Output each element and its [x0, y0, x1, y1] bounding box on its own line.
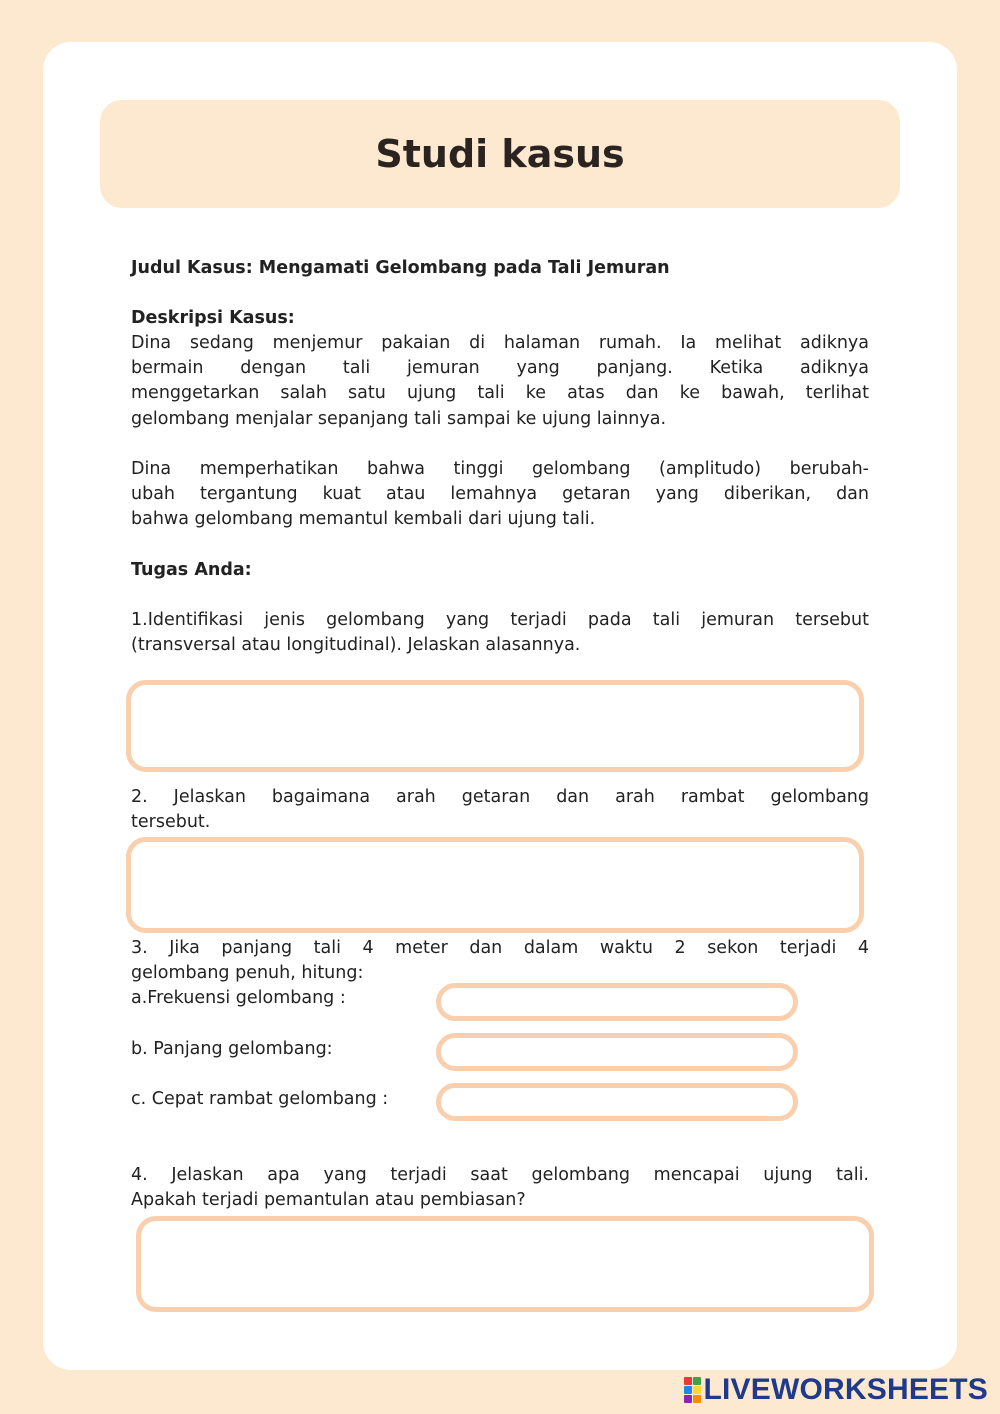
question-1: 1.Identifikasi jenis gelombang yang terjadi pada tali jemuran tersebut (transversal atau longitudinal). Jelaskan alasannya.	[131, 610, 869, 656]
logo-square	[684, 1395, 692, 1403]
logo-square	[693, 1377, 701, 1385]
question-2: 2. Jelaskan bagaimana arah getaran dan arah rambat gelombang tersebut.	[131, 787, 869, 833]
logo-square	[684, 1386, 692, 1394]
question-3c-label: c. Cepat rambat gelombang :	[131, 1089, 389, 1109]
logo-square	[693, 1386, 701, 1394]
logo-square	[693, 1395, 701, 1403]
answer-field-3a[interactable]	[436, 983, 798, 1021]
liveworksheets-logo-icon	[684, 1377, 701, 1403]
logo-square	[684, 1377, 692, 1385]
question-4: 4. Jelaskan apa yang terjadi saat gelombang mencapai ujung tali. Apakah terjadi pemantulan atau pembiasan?	[131, 1165, 869, 1211]
case-title: Judul Kasus: Mengamati Gelombang pada Tali Jemuran	[131, 258, 670, 278]
answer-box-4[interactable]	[136, 1216, 874, 1312]
answer-field-3c[interactable]	[436, 1083, 798, 1121]
question-3b-label: b. Panjang gelombang:	[131, 1039, 333, 1059]
answer-box-2[interactable]	[126, 837, 864, 933]
description-heading: Deskripsi Kasus:	[131, 308, 295, 328]
description-paragraph: Dina sedang menjemur pakaian di halaman rumah. Ia melihat adiknya bermain dengan tali jemuran yang panjang. Ketika adiknya menggetarkan salah satu ujung tali ke atas dan ke bawah, terlihat gelombang menjalar sepanjang tali sampai ke ujung lainnya.	[131, 333, 869, 429]
tasks-heading: Tugas Anda:	[131, 560, 252, 580]
page-title: Studi kasus	[375, 132, 625, 176]
observation-paragraph: Dina memperhatikan bahwa tinggi gelombang (amplitudo) berubah- ubah tergantung kuat atau lemahnya getaran yang diberikan, dan bahwa gelombang memantul kembali dari ujung tali.	[131, 459, 869, 530]
liveworksheets-brand	[684, 1372, 989, 1408]
answer-box-1[interactable]	[126, 680, 864, 772]
question-3a-label: a.Frekuensi gelombang :	[131, 988, 346, 1008]
answer-field-3b[interactable]	[436, 1033, 798, 1071]
question-3: 3. Jika panjang tali 4 meter dan dalam waktu 2 sekon terjadi 4 gelombang penuh, hitung:	[131, 938, 869, 984]
title-banner	[100, 100, 900, 208]
brand-text: LIVEWORKSHEETS	[703, 1373, 988, 1406]
